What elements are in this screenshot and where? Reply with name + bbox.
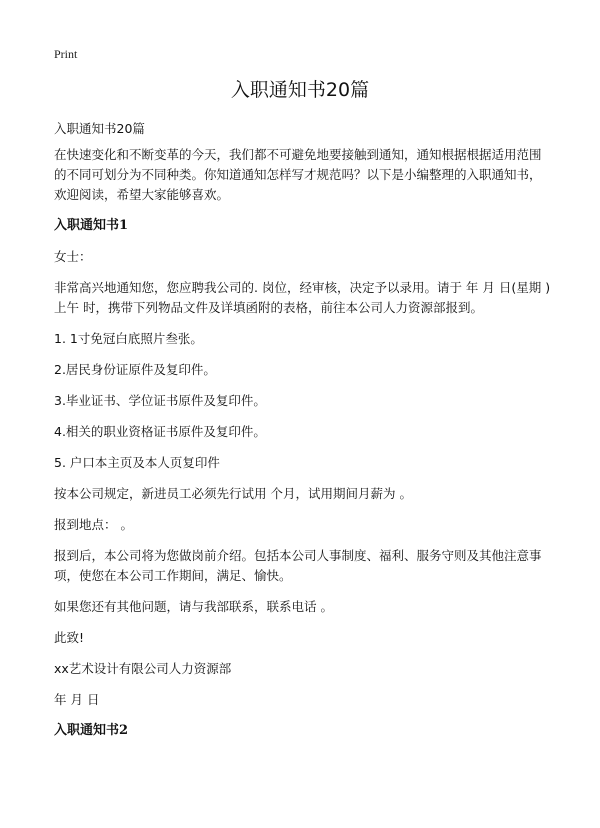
list-item: 5. 户口本主页及本人页复印件 — [54, 455, 220, 470]
document-subtitle: 入职通知书20篇 — [54, 121, 145, 136]
orientation-paragraph: 报到后，本公司将为您做岗前介绍。包括本公司人事制度、福利、服务守则及其他注意事项，使您在本公司工作期间，满足、愉快。 — [54, 548, 542, 583]
intro-paragraph: 在快速变化和不断变革的今天，我们都不可避免地要接触到通知，通知根据根据适用范围的不同可划分为不同种类。你知道通知怎样写才规范吗？以下是小编整理的入职通知书，欢迎阅读，希望大家能够喜欢。 — [54, 147, 542, 202]
closing-line: 此致! — [54, 630, 85, 645]
contact-paragraph: 如果您还有其他问题，请与我部联系，联系电话 。 — [54, 599, 333, 614]
document-body — [54, 119, 552, 752]
list-item: 3.毕业证书、学位证书原件及复印件。 — [54, 393, 266, 408]
section-heading-1: 入职通知书1 — [54, 218, 129, 233]
salutation: 女士： — [54, 249, 92, 264]
date-line: 年 月 日 — [54, 692, 100, 707]
list-item: 1. 1寸免冠白底照片叁张。 — [54, 331, 203, 346]
list-item: 2.居民身份证原件及复印件。 — [54, 362, 216, 377]
probation-paragraph: 按本公司规定，新进员工必须先行试用 个月，试用期间月薪为 。 — [54, 486, 412, 501]
document-title: 入职通知书20篇 — [230, 79, 370, 101]
location-paragraph: 报到地点： 。 — [54, 517, 133, 532]
print-label: Print — [54, 47, 78, 61]
notice-paragraph: 非常高兴地通知您，您应聘我公司的. 岗位，经审核，决定予以录用。请于 年 月 日(星期 )上午 时，携带下列物品文件及详填函附的表格，前往本公司人力资源部报到。 — [54, 280, 551, 315]
signature-line: xx艺术设计有限公司人力资源部 — [54, 661, 232, 676]
section-heading-2: 入职通知书2 — [54, 723, 129, 738]
list-item: 4.相关的职业资格证书原件及复印件。 — [54, 424, 266, 439]
